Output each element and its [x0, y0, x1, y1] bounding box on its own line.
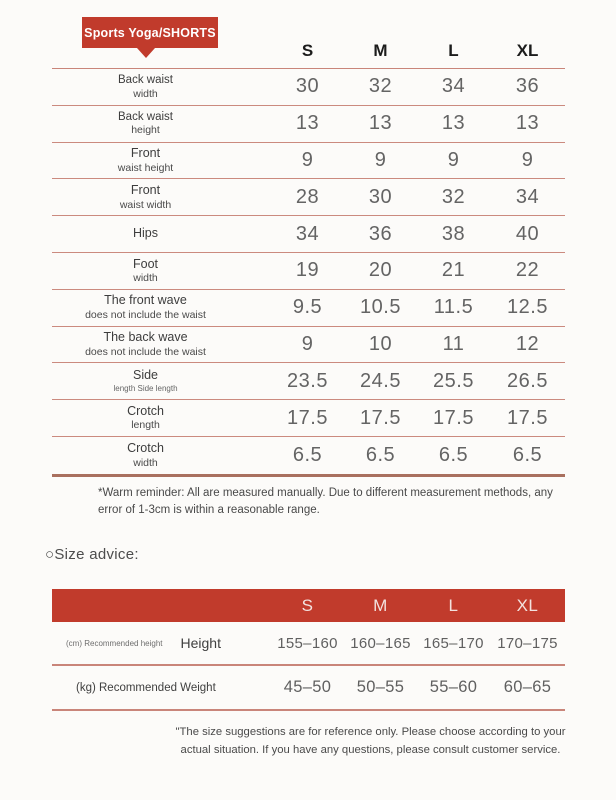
cell-value: 9 [447, 148, 460, 171]
cell-value: 6.5 [438, 443, 469, 466]
size-table [52, 68, 565, 477]
cell-value: 26.5 [507, 369, 548, 392]
size-suggestion-note: "The size suggestions are for reference only. Please choose according to your actual situation. If you have any questions, please consult customer service. [175, 726, 566, 756]
advice-row-height [52, 622, 565, 666]
cell-value: 25.5 [433, 369, 474, 392]
table-row-foot-width [52, 253, 565, 290]
cell-value: 9.5 [292, 296, 323, 319]
cell-value: 22 [515, 259, 540, 282]
cell-value: 34 [295, 222, 320, 245]
row-label-line1: Foot [132, 256, 158, 271]
table-row-front-wave [52, 290, 565, 327]
row-label [52, 437, 271, 474]
cell-value: 9 [521, 148, 534, 171]
cell-value: 13 [441, 112, 466, 135]
cell-value: 19 [295, 259, 320, 282]
table-row-side-length [52, 363, 565, 400]
cell-value: 24.5 [360, 369, 401, 392]
cell-value: 13 [368, 112, 393, 135]
cell-value: 17.5 [433, 406, 474, 429]
cell-value: 11.5 [433, 296, 474, 319]
table-row-back-wave [52, 327, 565, 364]
table-row-hips [52, 216, 565, 253]
advice-column-header-xl: XL [516, 595, 539, 615]
row-label-line1: The back wave [103, 330, 188, 345]
row-label [52, 400, 271, 436]
row-label [52, 216, 271, 252]
cell-value: 17.5 [360, 406, 401, 429]
row-label [52, 106, 271, 142]
size-table-header [52, 34, 565, 68]
row-label-line1: Front [130, 146, 161, 161]
row-label-line1: Crotch [127, 440, 164, 455]
row-label-line2: width [133, 272, 158, 285]
row-label [52, 290, 271, 326]
warm-reminder-note: *Warm reminder: All are measured manually. Due to different measurement methods, any error of 1-3cm is within a reasonable range. [98, 487, 553, 517]
height-unit-label: (cm) Recommended height [66, 638, 163, 648]
cell-value: 28 [295, 185, 320, 208]
cell-value: 36 [368, 222, 393, 245]
row-label-line1: The front wave [104, 293, 187, 308]
row-label-line1: Hips [132, 226, 158, 241]
row-label [52, 143, 271, 179]
cell-value: 10.5 [360, 296, 401, 319]
cell-value: 30 [368, 185, 393, 208]
cell-value: 55–60 [429, 678, 478, 696]
row-label-line2: width [133, 87, 158, 100]
size-advice-title: ○Size advice: [45, 546, 139, 563]
advice-column-header-s: S [301, 595, 314, 615]
cell-value: 34 [441, 75, 466, 98]
cell-value: 11 [442, 332, 465, 355]
cell-value: 20 [368, 259, 393, 282]
advice-column-header-m: M [373, 595, 388, 615]
row-label-line1: Crotch [127, 403, 164, 418]
row-label-line2: width [133, 456, 158, 469]
cell-value: 6.5 [512, 443, 543, 466]
column-header-m: M [373, 41, 388, 60]
cell-value: 12.5 [507, 296, 548, 319]
row-label-line1: Back waist [118, 110, 173, 123]
row-label-line1: Front [130, 182, 161, 197]
cell-value: 17.5 [287, 406, 328, 429]
row-label-line1: Back waist [118, 74, 173, 87]
cell-value: 38 [441, 222, 466, 245]
cell-value: 30 [295, 75, 320, 98]
row-label-line2: length [131, 419, 160, 432]
advice-row-label [52, 666, 271, 709]
cell-value: 21 [441, 259, 466, 282]
row-label [52, 327, 271, 363]
product-badge-label: Sports Yoga/SHORTS [84, 25, 216, 40]
row-label-line2: does not include the waist [85, 308, 206, 321]
cell-value: 60–65 [503, 678, 552, 696]
cell-value: 13 [515, 112, 540, 135]
size-advice-table [52, 589, 565, 711]
cell-value: 40 [515, 222, 540, 245]
table-row-back-waist-height [52, 106, 565, 143]
cell-value: 13 [295, 112, 320, 135]
cell-value: 34 [515, 185, 540, 208]
cell-value: 165–170 [423, 634, 484, 652]
table-row-crotch-width [52, 437, 565, 474]
cell-value: 17.5 [507, 406, 548, 429]
cell-value: 12 [515, 332, 540, 355]
table-row-front-waist-width [52, 179, 565, 216]
cell-value: 23.5 [287, 369, 328, 392]
cell-value: 45–50 [283, 678, 332, 696]
cell-value: 9 [301, 148, 314, 171]
row-label-line2: height [131, 124, 160, 137]
weight-label: (kg) Recommended Weight [76, 681, 216, 694]
cell-value: 32 [368, 75, 393, 98]
cell-value: 155–160 [277, 634, 338, 652]
cell-value: 32 [441, 185, 466, 208]
row-label-line2: waist width [119, 198, 172, 211]
cell-value: 170–175 [497, 634, 558, 652]
table-row-crotch-length [52, 400, 565, 437]
cell-value: 6.5 [365, 443, 396, 466]
advice-header-bar [52, 589, 565, 622]
cell-value: 9 [374, 148, 387, 171]
cell-value: 160–165 [350, 634, 411, 652]
advice-column-header-l: L [448, 595, 459, 615]
cell-value: 36 [515, 75, 540, 98]
row-label-line2: does not include the waist [85, 345, 206, 358]
cell-value: 9 [301, 332, 314, 355]
row-label-line2: waist height [117, 161, 174, 174]
cell-value: 10 [368, 332, 393, 355]
row-label [52, 363, 271, 399]
column-header-l: L [448, 41, 459, 60]
cell-value: 50–55 [356, 678, 405, 696]
table-row-front-waist-height [52, 143, 565, 180]
row-label-line2: length Side length [113, 384, 178, 394]
column-header-xl: XL [516, 41, 539, 60]
height-label: Height [180, 635, 221, 651]
advice-row-label [52, 622, 271, 664]
table-row-back-waist-width [52, 69, 565, 106]
row-label-line1: Side [132, 368, 159, 383]
advice-row-weight [52, 666, 565, 711]
column-header-s: S [301, 41, 314, 60]
row-label [52, 179, 271, 215]
row-label [52, 69, 271, 105]
cell-value: 6.5 [292, 443, 323, 466]
row-label [52, 253, 271, 289]
